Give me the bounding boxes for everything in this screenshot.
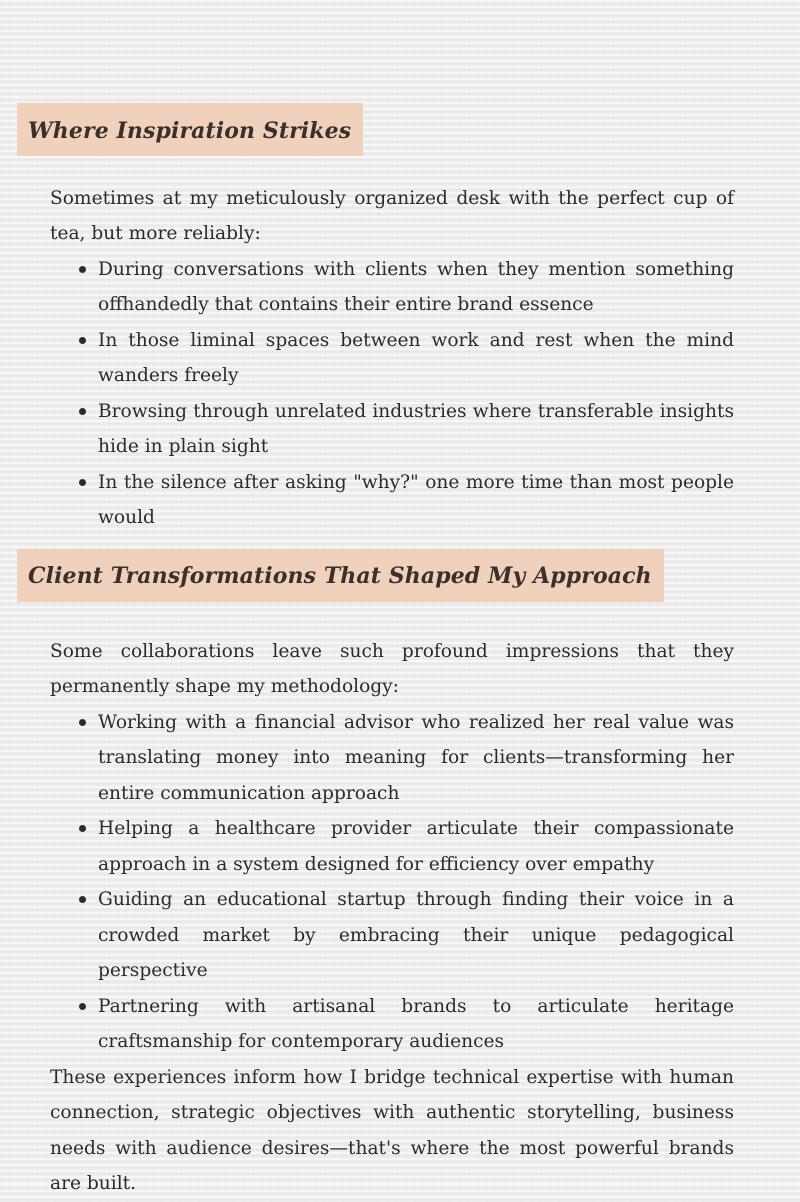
section-intro: Sometimes at my meticulously organized desk with the perfect cup of tea, but more reliably: (50, 187, 734, 244)
list-item (98, 394, 734, 465)
list-item (98, 252, 734, 323)
list-item-text: Partnering with artisanal brands to articulate heritage craftsmanship for contemporary audiences (98, 995, 734, 1052)
section-inspiration (0, 85, 800, 536)
bullet-icon (79, 896, 86, 903)
list-item (98, 323, 734, 394)
section-intro: Some collaborations leave such profound impressions that they permanently shape my methodology: (50, 640, 734, 697)
section-client-transformations (0, 531, 800, 1202)
bullet-icon (79, 825, 86, 832)
list-item-text: Guiding an educational startup through finding their voice in a crowded market by embracing their unique pedagogical perspective (98, 889, 734, 981)
bullet-icon (79, 266, 86, 273)
list-item-text: Browsing through unrelated industries where transferable insights hide in plain sight (98, 400, 734, 457)
list-item (98, 811, 734, 882)
list-item (98, 989, 734, 1060)
list-item-text: In the silence after asking "why?" one more time than most people would (98, 471, 734, 528)
bullet-icon (79, 408, 86, 415)
bullet-icon (79, 337, 86, 344)
list-item-text: Helping a healthcare provider articulate their compassionate approach in a system designed for efficiency over empathy (98, 818, 734, 875)
list-item (98, 465, 734, 536)
section-conclusion: These experiences inform how I bridge technical expertise with human connection, strategic objectives with authentic storytelling, business needs with audience desires—that's where the most powerful brands are built. (50, 1066, 734, 1194)
list-item (98, 705, 734, 812)
section-heading: Where Inspiration Strikes (17, 103, 363, 156)
bullet-icon (79, 1003, 86, 1010)
list-item-text: Working with a financial advisor who realized her real value was translating money into meaning for clients—transforming her entire communication approach (98, 711, 734, 804)
list-item-text: In those liminal spaces between work and rest when the mind wanders freely (98, 329, 734, 386)
bullet-icon (79, 719, 86, 726)
bullet-list (98, 705, 734, 1060)
list-item (98, 882, 734, 989)
bullet-list (98, 252, 734, 536)
list-item-text: During conversations with clients when they mention something offhandedly that contains their entire brand essence (98, 258, 734, 315)
bullet-icon (79, 479, 86, 486)
section-heading: Client Transformations That Shaped My Approach (17, 549, 664, 602)
